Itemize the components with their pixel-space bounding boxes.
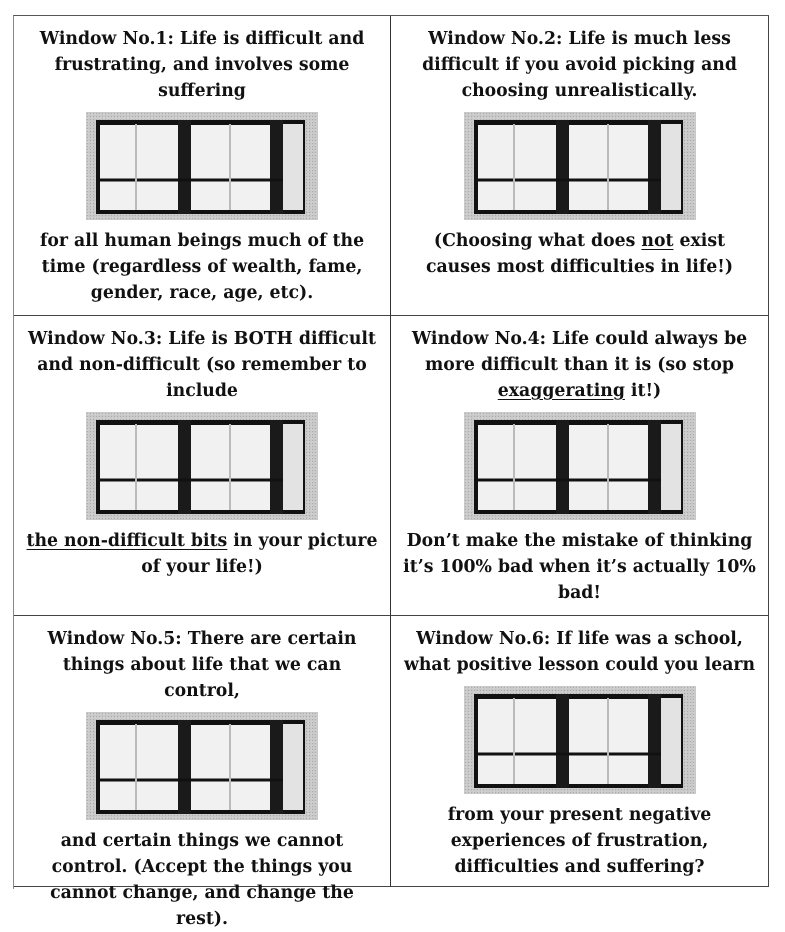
window-6-top-text bbox=[399, 626, 760, 678]
window-5-top-text-segment: Window No.5: There are certain things about life that we can control, bbox=[47, 629, 357, 701]
windows-grid bbox=[14, 16, 769, 929]
window-4-top-text-segment: it!) bbox=[624, 381, 662, 401]
window-1-top-text-segment: Window No.1: Life is difficult and frustrating, and involves some suffering bbox=[39, 29, 365, 101]
window-frame-icon bbox=[464, 686, 696, 794]
window-picture bbox=[86, 412, 318, 520]
window-2-top-text-segment: Window No.2: Life is much less difficult if you avoid picking and choosing unrealistically. bbox=[422, 29, 737, 101]
window-3-bottom-underlined-text: the non-difficult bits bbox=[26, 531, 228, 551]
window-card-4 bbox=[391, 316, 769, 616]
window-4-top-underlined-text: exaggerating bbox=[497, 381, 625, 401]
window-2-bottom-text bbox=[399, 228, 760, 280]
window-4-bottom-text bbox=[399, 528, 760, 606]
window-5-top-text bbox=[22, 626, 382, 704]
window-3-bottom-text bbox=[22, 528, 382, 580]
window-2-bottom-text-segment: (Choosing what does bbox=[433, 231, 642, 251]
window-card-5 bbox=[14, 616, 391, 929]
window-picture bbox=[464, 112, 696, 220]
window-4-bottom-text-segment: Don’t make the mistake of thinking it’s 100% bad when it’s actually 10% bad! bbox=[403, 531, 756, 603]
window-2-top-text bbox=[399, 26, 760, 104]
window-6-bottom-text-segment: from your present negative experiences of frustration, difficulties and suffering? bbox=[447, 805, 712, 877]
window-picture bbox=[464, 686, 696, 794]
window-3-top-text bbox=[22, 326, 382, 404]
window-1-bottom-text-segment: for all human beings much of the time (regardless of wealth, fame, gender, race, age, etc). bbox=[39, 231, 365, 303]
window-frame-icon bbox=[86, 112, 318, 220]
window-picture bbox=[464, 412, 696, 520]
window-4-top-text-segment: Window No.4: Life could always be more difficult than it is (so stop bbox=[411, 329, 748, 375]
window-5-bottom-text bbox=[22, 828, 382, 932]
worksheet bbox=[13, 15, 769, 929]
window-4-top-text bbox=[399, 326, 760, 404]
window-frame-icon bbox=[86, 412, 318, 520]
window-card-3 bbox=[14, 316, 391, 616]
window-frame-icon bbox=[86, 712, 318, 820]
window-2-bottom-text-segment: exist causes most difficulties in life!) bbox=[425, 231, 734, 277]
window-3-bottom-text-segment: in your picture of your life!) bbox=[141, 531, 378, 577]
window-frame-icon bbox=[464, 412, 696, 520]
window-6-bottom-text bbox=[399, 802, 760, 880]
window-2-bottom-underlined-text: not bbox=[641, 231, 674, 251]
window-frame-icon bbox=[464, 112, 696, 220]
window-1-top-text bbox=[22, 26, 382, 104]
window-1-bottom-text bbox=[22, 228, 382, 306]
window-5-bottom-text-segment: and certain things we cannot control. (Accept the things you cannot change, and change the rest). bbox=[50, 831, 354, 929]
window-card-6 bbox=[391, 616, 769, 887]
window-card-1 bbox=[14, 16, 391, 316]
window-card-2 bbox=[391, 16, 769, 316]
window-6-top-text-segment: Window No.6: If life was a school, what positive lesson could you learn bbox=[403, 629, 756, 675]
window-picture bbox=[86, 712, 318, 820]
window-3-top-text-segment: Window No.3: Life is BOTH difficult and non-difficult (so remember to include bbox=[28, 329, 376, 401]
window-picture bbox=[86, 112, 318, 220]
